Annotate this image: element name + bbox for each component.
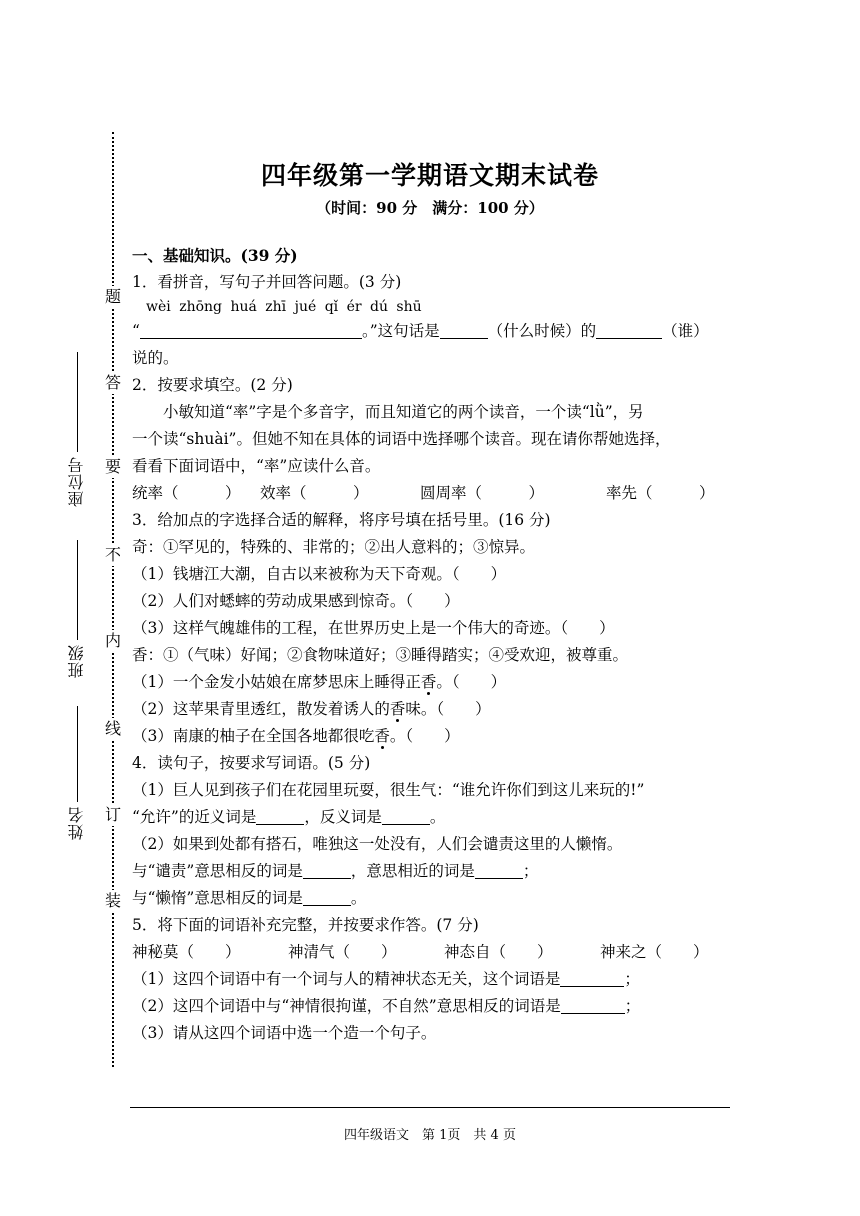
seat-number-label: 座位号 — [67, 456, 86, 507]
page-title: 四年级第一学期语文期末试卷 — [260, 161, 599, 190]
binding-char: 答 — [102, 372, 124, 394]
binding-dotted-line — [112, 132, 114, 1067]
dotted-char: 香 — [374, 727, 390, 745]
dotted-char: 香 — [389, 700, 406, 718]
q1-sentence-blank[interactable] — [140, 320, 362, 339]
class-line — [77, 540, 78, 640]
q2-word[interactable]: 圆周率（ ） — [420, 484, 545, 502]
q1-pinyin: wèi zhōng huá zhī jué qǐ ér dú shū — [146, 299, 422, 315]
q1-text: （谁） — [662, 322, 709, 340]
q5-task — [132, 966, 732, 993]
binding-char: 不 — [102, 544, 124, 566]
q4-text: ，反义词是 — [304, 808, 382, 826]
q3-item-text: 。（ ） — [436, 673, 507, 691]
class-field[interactable] — [66, 540, 88, 678]
q2-words — [132, 480, 732, 507]
q4-sentence: （1）巨人见到孩子们在花园里玩耍，很生气：“谁允许你们到这儿来玩的!” — [132, 781, 645, 799]
q3-item: （2）人们对蟋蟀的劳动成果感到惊奇。（ ） — [132, 592, 460, 610]
q1-text: “ — [132, 322, 140, 340]
q2-paragraph: 看看下面词语中，“率”应读什么音。 — [132, 457, 381, 475]
class-label: 班级 — [67, 644, 86, 678]
q5-prompt: 5．将下面的词语补充完整，并按要求作答。(7 分) — [132, 916, 479, 934]
seat-number-line — [77, 352, 78, 452]
q4-text: ； — [522, 862, 539, 880]
q1-when-blank[interactable] — [440, 320, 488, 339]
antonym-blank[interactable] — [303, 887, 351, 906]
q5-text: ； — [624, 997, 641, 1015]
antonym-blank[interactable] — [303, 860, 351, 879]
q1-text: （什么时候）的 — [487, 322, 597, 340]
name-field[interactable] — [66, 706, 88, 840]
binding-char: 线 — [102, 718, 124, 740]
antonym-blank[interactable] — [382, 806, 430, 825]
q3-item: （3）这样气魄雄伟的工程，在世界历史上是一个伟大的奇迹。（ ） — [132, 619, 615, 637]
q3-item: （1）钱塘江大潮，自古以来被称为天下奇观。（ ） — [132, 565, 507, 583]
q4-text: ，意思相近的词是 — [350, 862, 475, 880]
q2-word[interactable]: 率先（ ） — [606, 484, 715, 502]
q5-word[interactable]: 神态自（ ） — [444, 943, 553, 961]
q2-paragraph: 小敏知道“率”字是个多音字，而且知道它的两个读音，一个读“lǜ”，另 — [163, 403, 644, 421]
q4-answer-line — [132, 858, 732, 885]
q4-sentence: （2）如果到处都有搭石，唯独这一处没有，人们会谴责这里的人懒惰。 — [132, 835, 623, 853]
q4-answer-line — [132, 804, 732, 831]
q5-words — [132, 939, 732, 966]
binding-char: 题 — [102, 286, 124, 308]
q1-line-2: 说的。 — [132, 349, 179, 367]
page-footer: 四年级语文 第 1页 共 4 页 — [344, 1128, 516, 1143]
q5-word[interactable]: 神来之（ ） — [600, 943, 709, 961]
q5-text: （2）这四个词语中与“神情很拘谨，不自然”意思相反的词语是 — [132, 997, 561, 1015]
q2-prompt: 2．按要求填空。(2 分) — [132, 376, 293, 394]
q5-text: （1）这四个词语中有一个词与人的精神状态无关，这个词语是 — [132, 970, 561, 988]
binding-char: 要 — [102, 456, 124, 478]
q3-definition: 香：①（气味）好闻；②食物味道好；③睡得踏实；④受欢迎，被尊重。 — [132, 646, 629, 664]
section-heading: 一、基础知识。(39 分) — [132, 246, 298, 265]
q3-item-text: （3）南康的柚子在全国各地都很吃 — [132, 727, 375, 745]
q1-prompt: 1．看拼音，写句子并回答问题。(3 分) — [132, 273, 402, 291]
exam-info: （时间：90 分 满分：100 分） — [316, 199, 544, 217]
binding-char: 装 — [102, 890, 124, 912]
exam-body — [132, 242, 732, 1047]
q2-word[interactable]: 效率（ ） — [260, 484, 369, 502]
q5-answer-blank[interactable] — [560, 968, 624, 987]
q3-item-text: 。（ ） — [389, 727, 460, 745]
q1-line — [132, 318, 732, 345]
q4-text: “允许”的近义词是 — [132, 808, 257, 826]
dotted-char: 香 — [420, 673, 437, 691]
q3-item-text: （2）这苹果青里透红，散发着诱人的 — [132, 700, 390, 718]
q4-text: 与“谴责”意思相反的词是 — [132, 862, 303, 880]
binding-char: 内 — [102, 630, 124, 652]
q3-definition: 奇：①罕见的，特殊的、非常的；②出人意料的；③惊异。 — [132, 538, 536, 556]
q4-prompt: 4．读句子，按要求写词语。(5 分) — [132, 754, 371, 772]
seat-number-field[interactable] — [66, 352, 88, 507]
q3-item — [132, 723, 732, 750]
q5-task — [132, 993, 732, 1020]
footer-rule — [130, 1107, 730, 1108]
q1-text: 。”这句话是 — [361, 322, 440, 340]
q5-word[interactable]: 神清气（ ） — [288, 943, 397, 961]
q5-text: ； — [624, 970, 640, 988]
q3-item-text: （1）一个金发小姑娘在席梦思床上睡得正 — [132, 673, 421, 691]
q3-item — [132, 696, 732, 723]
q2-paragraph: 一个读“shuài”。但她不知在具体的词语中选择哪个读音。现在请你帮她选择， — [132, 430, 671, 448]
name-line — [77, 706, 78, 802]
synonym-blank[interactable] — [256, 806, 304, 825]
q4-text: 。 — [350, 889, 367, 907]
q5-task: （3）请从这四个词语中选一个造一个句子。 — [132, 1024, 437, 1042]
q2-word[interactable]: 统率（ ） — [132, 484, 241, 502]
q3-item-text: 味。（ ） — [405, 700, 491, 718]
q4-answer-line — [132, 885, 732, 912]
q5-word[interactable]: 神秘莫（ ） — [132, 943, 241, 961]
q1-who-blank[interactable] — [596, 320, 662, 339]
synonym-blank[interactable] — [475, 860, 523, 879]
q5-answer-blank[interactable] — [561, 995, 625, 1014]
q4-text: 。 — [429, 808, 446, 826]
name-label: 姓名 — [67, 806, 86, 840]
q3-item — [132, 669, 732, 696]
q4-text: 与“懒惰”意思相反的词是 — [132, 889, 303, 907]
binding-char: 订 — [102, 804, 124, 826]
q3-prompt: 3．给加点的字选择合适的解释，将序号填在括号里。(16 分) — [132, 511, 551, 529]
